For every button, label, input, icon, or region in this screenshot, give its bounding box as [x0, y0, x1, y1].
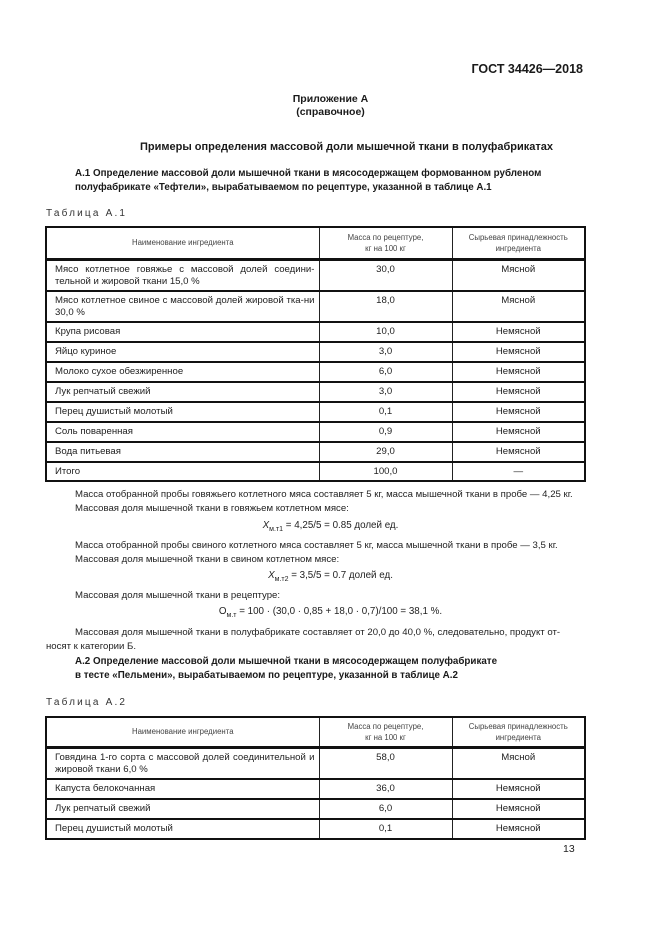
annex-title: Приложение А [292, 93, 369, 105]
cell-type: Немясной [452, 779, 585, 799]
cell-type: Мясной [452, 291, 585, 322]
cell-name: Мясо котлетное свиное с массовой долей жировой тка-ни 30,0 % [46, 291, 319, 322]
col-header-name: Наименование ингредиента [46, 227, 319, 259]
cell-type: Немясной [452, 402, 585, 422]
cell-type: Немясной [452, 382, 585, 402]
table-a1 [45, 226, 586, 482]
table-a2 [45, 716, 586, 840]
formula-pork: $X_{м.т2} = 3,5/5 = 0.7$ долей ед. [268, 570, 393, 583]
cell-name: Перец душистый молотый [46, 819, 319, 839]
col-header-name: Наименование ингредиента [46, 717, 319, 747]
cell-type: Немясной [452, 422, 585, 442]
cell-mass: 0,9 [319, 422, 452, 442]
cell-mass: 10,0 [319, 322, 452, 342]
cell-name: Молоко сухое обезжиренное [46, 362, 319, 382]
cell-mass: 3,0 [319, 382, 452, 402]
cell-name: Яйцо куриное [46, 342, 319, 362]
cell-mass: 3,0 [319, 342, 452, 362]
col-header-type: Сырьевая принадлежность ингредиента [452, 227, 585, 259]
cell-type: — [452, 462, 585, 481]
cell-name: Мясо котлетное говяжье с массовой долей соедини-тельной и жировой ткани 15,0 % [46, 259, 319, 291]
table-a1-caption: Таблица А.1 [46, 208, 128, 219]
page-title: Примеры определения массовой доли мышечной ткани в полуфабрикатах [140, 141, 553, 153]
document-code: ГОСТ 34426—2018 [471, 62, 583, 76]
cell-type: Немясной [452, 322, 585, 342]
table-row [46, 442, 585, 462]
cell-name: Соль поваренная [46, 422, 319, 442]
table-a2-caption: Таблица А.2 [46, 697, 128, 708]
table-row [46, 799, 585, 819]
table-row [46, 747, 585, 779]
cell-type: Мясной [452, 747, 585, 779]
cell-name: Перец душистый молотый [46, 402, 319, 422]
table-row [46, 291, 585, 322]
cell-type: Немясной [452, 342, 585, 362]
table-row [46, 422, 585, 442]
cell-mass: 6,0 [319, 799, 452, 819]
cell-name: Итого [46, 462, 319, 481]
section-a2-heading [75, 655, 595, 683]
table-row [46, 402, 585, 422]
cell-mass: 58,0 [319, 747, 452, 779]
calc-paragraph-5: Массовая доля мышечной ткани в рецептуре: [75, 590, 281, 601]
table-row [46, 259, 585, 291]
section-a1-heading [75, 167, 595, 195]
cell-name: Лук репчатый свежий [46, 799, 319, 819]
section-a1-heading-line1: А.1 Определение массовой доли мышечной ткани в мясосодержащем формованном рубленом [75, 168, 542, 179]
cell-name: Вода питьевая [46, 442, 319, 462]
table-row [46, 382, 585, 402]
calc-paragraph-3: Масса отобранной пробы свиного котлетного мяса составляет 5 кг, масса мышечной ткани в пробе — 3,5 кг. [75, 540, 558, 551]
section-a2-heading-line2: в тесте «Пельмени», вырабатываемом по рецептуре, указанной в таблице А.2 [75, 670, 458, 681]
cell-type: Немясной [452, 362, 585, 382]
cell-mass: 29,0 [319, 442, 452, 462]
calc-paragraph-6-line1: Массовая доля мышечной ткани в полуфабрикате составляет от 20,0 до 40,0 %, следовательно, продукт от- [75, 627, 561, 638]
calc-paragraph-1: Масса отобранной пробы говяжьего котлетного мяса составляет 5 кг, масса мышечной ткани в пробе — 4,25 кг. [75, 489, 573, 500]
cell-name: Крупа рисовая [46, 322, 319, 342]
col-header-type: Сырьевая принадлежность ингредиента [452, 717, 585, 747]
page-number: 13 [563, 843, 575, 855]
calc-paragraph-2: Массовая доля мышечной ткани в говяжьем котлетном мясе: [75, 503, 349, 514]
calc-paragraph-6-line2: носят к категории Б. [46, 641, 137, 652]
section-a2-heading-line1: А.2 Определение массовой доли мышечной ткани в мясосодержащем полуфабрикате [75, 656, 498, 667]
annex-subtitle: (справочное) [296, 106, 365, 118]
table-row [46, 322, 585, 342]
col-header-mass: Масса по рецептуре, кг на 100 кг [319, 227, 452, 259]
table-row [46, 362, 585, 382]
cell-mass: 18,0 [319, 291, 452, 322]
table-header-row [46, 227, 585, 259]
cell-mass: 30,0 [319, 259, 452, 291]
cell-type: Мясной [452, 259, 585, 291]
col-header-mass: Масса по рецептуре, кг на 100 кг [319, 717, 452, 747]
table-header-row [46, 717, 585, 747]
cell-mass: 0,1 [319, 819, 452, 839]
cell-name: Говядина 1-го сорта с массовой долей соединительной и жировой ткани 6,0 % [46, 747, 319, 779]
annex-heading [0, 93, 661, 119]
cell-name: Капуста белокочанная [46, 779, 319, 799]
cell-mass: 6,0 [319, 362, 452, 382]
table-row [46, 819, 585, 839]
formula-recipe: $О_{м.т} = 100 \cdot (30,0 \cdot 0,85 + 18,0 \cdot 0,7)/100 = 38,1$ %. [218, 606, 443, 619]
cell-type: Немясной [452, 799, 585, 819]
cell-mass: 36,0 [319, 779, 452, 799]
cell-name: Лук репчатый свежий [46, 382, 319, 402]
section-a1-heading-line2: полуфабрикате «Тефтели», вырабатываемом по рецептуре, указанной в таблице А.1 [75, 182, 492, 193]
table-row-total [46, 462, 585, 481]
cell-mass: 100,0 [319, 462, 452, 481]
cell-mass: 0,1 [319, 402, 452, 422]
formula-beef: $X_{м.т1} = 4,25/5 = 0.85$ долей ед. [262, 520, 399, 533]
cell-type: Немясной [452, 442, 585, 462]
table-row [46, 779, 585, 799]
calc-paragraph-4: Массовая доля мышечной ткани в свином котлетном мясе: [75, 554, 340, 565]
cell-type: Немясной [452, 819, 585, 839]
table-row [46, 342, 585, 362]
